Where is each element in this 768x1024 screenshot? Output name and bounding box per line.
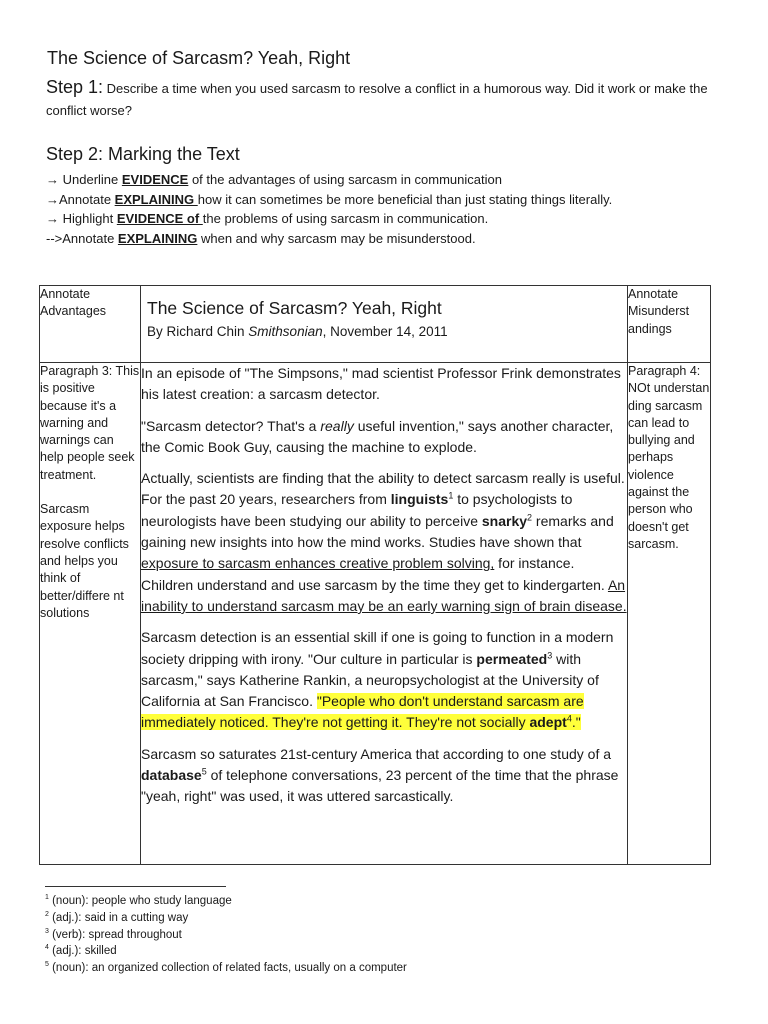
article-byline: By Richard Chin Smithsonian, November 14, 2011: [147, 324, 448, 339]
advantages-notes: [40, 363, 141, 865]
footnote: $^5$ (noun): an organized collection of related facts, usually on a computer: [45, 961, 407, 975]
footnote: $^1$ (noun): people who study language: [45, 894, 232, 907]
article-body: [141, 363, 628, 865]
footnote-divider: [45, 886, 226, 887]
instruction-line: → Underline EVIDENCE of the advantages of using sarcasm in communication: [46, 172, 502, 187]
article-paragraph: "Sarcasm detector? That's a really useful invention," says another character, the Comic Book Guy, causing the machine to explode.: [141, 417, 614, 455]
footnote-ref: 2: [527, 512, 533, 523]
table-header-row: [40, 286, 711, 363]
footnote-ref: 3: [547, 649, 553, 660]
table-body-row: [40, 363, 711, 865]
step1-text: Describe a time when you used sarcasm to resolve a conflict in a humorous way. Did it work or make the conflict worse?: [46, 81, 708, 118]
vocab-term: database: [141, 767, 202, 784]
underlined-evidence: An inability to understand sarcasm may be an early warning sign of brain disease.: [141, 576, 627, 614]
misunderstandings-header: Annotate Misunderst andings: [628, 286, 711, 363]
instruction-keyword: EXPLAINING: [117, 230, 198, 246]
article-header-cell: [141, 286, 628, 363]
footnote: $^3$ (verb): spread throughout: [45, 927, 182, 941]
article-paragraph: Sarcasm detection is an essential skill if one is going to function in a modern society dripping with irony. "Our culture in particular is permeated$^3$ with sarcasm," says Katherine Rankin, a neuropsychologist at the University of California at San Francisco. "People who don't understand sarcasm are immediately noticed. They're not getting it. They're not socially adept$^4$.": [141, 629, 614, 731]
vocab-term: linguists: [390, 491, 449, 508]
step1-prompt: [46, 76, 726, 122]
misunderstanding-note: Paragraph 4: NOt understan ding sarcasm can lead to bullying and perhaps violence against the person who doesn't get sarcasm.: [628, 364, 710, 551]
footnote: $^4$ (adj.): skilled: [45, 944, 117, 958]
instruction-line: -->Annotate EXPLAINING when and why sarcasm may be misunderstood.: [46, 230, 476, 246]
instruction-line: →Annotate EXPLAINING how it can sometimes be more beneficial than just stating things literally.: [46, 191, 613, 207]
instruction-keyword: EXPLAINING: [114, 191, 198, 207]
footnote: $^2$ (adj.): said in a cutting way: [45, 910, 189, 924]
misunderstandings-notes: [628, 363, 711, 865]
advantages-header: Annotate Advantages: [40, 286, 141, 363]
instruction-keyword: EVIDENCE of: [116, 211, 203, 226]
advantage-note: Paragraph 3: This is positive because it's a warning and warnings can help people seek treatment.: [40, 364, 140, 482]
vocab-term: snarky: [481, 512, 528, 529]
annotation-table: [39, 285, 711, 865]
vocab-term: adept: [529, 714, 567, 731]
article-paragraph: Actually, scientists are finding that the ability to detect sarcasm really is useful. For the past 20 years, researchers from linguists$^1$ to psychologists to neurologists have been studying our ability to perceive snarky$^2$ remarks and gaining new insights into how the mind works. Studies have shown that exposure to sarcasm enhances creative problem solving, for instance. Children understand and use sarcasm by the time they get to kindergarten. An inability to understand sarcasm may be an early warning sign of brain disease.: [141, 470, 627, 614]
advantage-note: Sarcasm exposure helps resolve conflicts and helps you think of better/differe nt solutions: [40, 502, 129, 620]
footnote-ref: 1: [448, 490, 454, 501]
vocab-term: permeated: [476, 650, 548, 667]
marking-instructions: [46, 170, 612, 248]
page-title: The Science of Sarcasm? Yeah, Right: [47, 48, 351, 68]
footnotes: [45, 893, 407, 977]
instruction-line: → Highlight EVIDENCE of the problems of using sarcasm in communication.: [46, 211, 489, 226]
footnote-ref: 5: [201, 766, 207, 777]
underlined-evidence: exposure to sarcasm enhances creative problem solving,: [141, 555, 495, 572]
article-paragraph: Sarcasm so saturates 21st-century America that according to one study of a database$^5$ of telephone conversations, 23 percent of the time that the phrase "yeah, right" was used, it was uttered sarcastically.: [141, 745, 619, 805]
highlighted-evidence: "People who don't understand sarcasm are immediately noticed. They're not getting it. They're not socially adept$^4$.": [141, 693, 584, 731]
footnote-ref: 4: [566, 713, 572, 724]
article-paragraph: In an episode of "The Simpsons," mad scientist Professor Frink demonstrates his latest creation: a sarcasm detector.: [141, 365, 621, 403]
step1-label: Step 1:: [46, 77, 104, 97]
step2-heading: Step 2: Marking the Text: [46, 144, 240, 164]
article-title: The Science of Sarcasm? Yeah, Right: [147, 298, 442, 318]
instruction-keyword: EVIDENCE: [121, 172, 189, 187]
